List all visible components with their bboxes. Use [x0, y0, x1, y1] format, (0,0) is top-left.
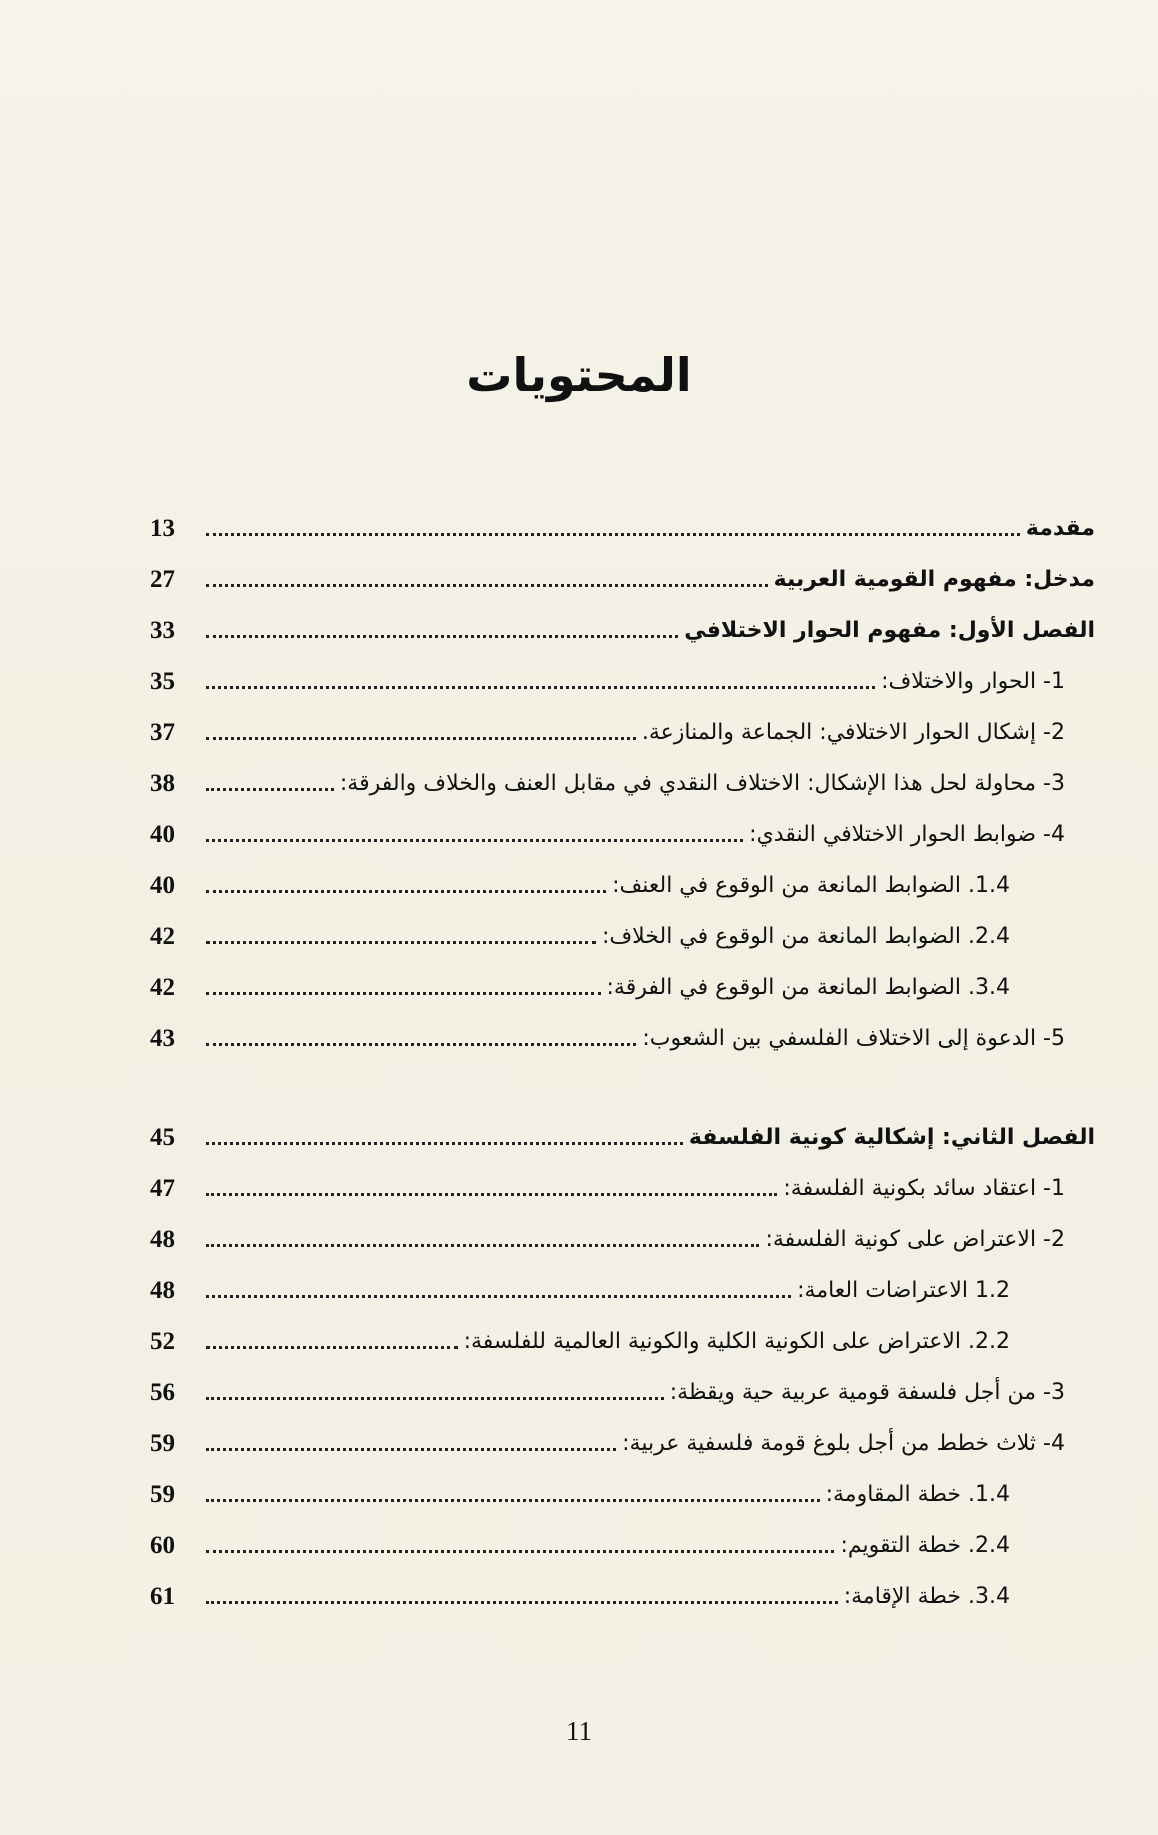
dot-leader [206, 1193, 777, 1196]
page-number-footer: 11 [566, 1716, 592, 1746]
toc-entry-title: مدخل: مفهوم القومية العربية [773, 567, 1095, 592]
toc-entry-title: 3.4. خطة الإقامة: [843, 1584, 1010, 1609]
toc-entry [150, 911, 1095, 962]
toc-entry [150, 707, 1095, 758]
toc-page-number: 47 [150, 1174, 175, 1202]
toc-entry [150, 1214, 1095, 1265]
toc-entry-title: مقدمة [1025, 516, 1095, 541]
toc-entry [150, 962, 1095, 1013]
toc-page-number: 42 [150, 973, 175, 1001]
toc-entry [150, 503, 1095, 554]
toc-page-number: 13 [150, 514, 175, 542]
dot-leader [206, 1346, 458, 1349]
dot-leader [206, 1550, 834, 1553]
toc-entry-title: 5- الدعوة إلى الاختلاف الفلسفي بين الشعوب: [642, 1026, 1065, 1051]
toc-section-2 [150, 1112, 1095, 1622]
toc-entry [150, 605, 1095, 656]
toc-entry-title: 4- ثلاث خطط من أجل بلوغ قومة فلسفية عربية: [622, 1431, 1065, 1456]
dot-leader [206, 1142, 683, 1145]
toc-entry-title: 1.2 الاعتراضات العامة: [797, 1278, 1010, 1303]
toc-section-1 [150, 503, 1095, 1064]
toc-entry-title: 3- محاولة لحل هذا الإشكال: الاختلاف النقدي في مقابل العنف والخلاف والفرقة: [339, 771, 1065, 796]
toc-page-number: 42 [150, 922, 175, 950]
toc-page-number: 38 [150, 769, 175, 797]
dot-leader [206, 992, 601, 995]
toc-entry-title: الفصل الأول: مفهوم الحوار الاختلافي [684, 618, 1095, 643]
toc-page-number: 40 [150, 871, 175, 899]
toc-entry [150, 554, 1095, 605]
toc-entry-title: 2.4. خطة التقويم: [840, 1533, 1010, 1558]
toc-entry-title: 2- إشكال الحوار الاختلافي: الجماعة والمنازعة. [641, 720, 1065, 745]
dot-leader [206, 584, 768, 587]
toc-entry-title: 1.4. خطة المقاومة: [825, 1482, 1010, 1507]
dot-leader [206, 1244, 759, 1247]
toc-entry-title: 2- الاعتراض على كونية الفلسفة: [765, 1227, 1065, 1252]
dot-leader [206, 1397, 664, 1400]
toc-entry-title: 1- اعتقاد سائد بكونية الفلسفة: [783, 1176, 1065, 1201]
toc-page-number: 27 [150, 565, 175, 593]
dot-leader [206, 737, 636, 740]
toc-page-number: 33 [150, 616, 175, 644]
toc-entry [150, 1163, 1095, 1214]
dot-leader [206, 635, 678, 638]
toc-entry [150, 1265, 1095, 1316]
toc-page-number: 48 [150, 1225, 175, 1253]
toc-page-number: 37 [150, 718, 175, 746]
toc-page-number: 59 [150, 1429, 175, 1457]
toc-entry-title: 3- من أجل فلسفة قومية عربية حية ويقظة: [669, 1380, 1065, 1405]
toc-entry-title: 2.4. الضوابط المانعة من الوقوع في الخلاف: [601, 924, 1010, 949]
toc-entry-title: 3.4. الضوابط المانعة من الوقوع في الفرقة: [606, 975, 1010, 1000]
toc-page-number: 61 [150, 1582, 175, 1610]
dot-leader [206, 839, 743, 842]
toc-entry [150, 1013, 1095, 1064]
dot-leader [206, 1295, 791, 1298]
dot-leader [206, 533, 1020, 536]
toc-page-number: 48 [150, 1276, 175, 1304]
toc-page-number: 60 [150, 1531, 175, 1559]
toc-page-number: 45 [150, 1123, 175, 1151]
dot-leader [206, 1499, 820, 1502]
dot-leader [206, 890, 606, 893]
toc-entry [150, 656, 1095, 707]
toc-page-number: 52 [150, 1327, 175, 1355]
toc-entry-title: 1.4. الضوابط المانعة من الوقوع في العنف: [612, 873, 1010, 898]
toc-entry [150, 1316, 1095, 1367]
dot-leader [206, 1448, 616, 1451]
toc-entry [150, 758, 1095, 809]
toc-entry-title: 2.2. الاعتراض على الكونية الكلية والكونية العالمية للفلسفة: [463, 1329, 1010, 1354]
toc-page-number: 40 [150, 820, 175, 848]
toc-page-number: 56 [150, 1378, 175, 1406]
toc-entry [150, 1571, 1095, 1622]
dot-leader [206, 1601, 838, 1604]
toc-entry [150, 1112, 1095, 1163]
dot-leader [206, 686, 875, 689]
toc-entry-title: 4- ضوابط الحوار الاختلافي النقدي: [749, 822, 1065, 847]
toc-entry [150, 1367, 1095, 1418]
toc-entry-title: 1- الحوار والاختلاف: [881, 669, 1065, 694]
page-title: المحتويات [466, 348, 692, 402]
dot-leader [206, 941, 596, 944]
toc-entry [150, 1469, 1095, 1520]
toc-entry [150, 809, 1095, 860]
dot-leader [206, 788, 334, 791]
toc-entry-title: الفصل الثاني: إشكالية كونية الفلسفة [688, 1125, 1095, 1150]
toc-page-number: 35 [150, 667, 175, 695]
toc-entry [150, 860, 1095, 911]
toc-page-number: 43 [150, 1024, 175, 1052]
toc-entry [150, 1520, 1095, 1571]
dot-leader [206, 1043, 636, 1046]
toc-entry [150, 1418, 1095, 1469]
toc-page-number: 59 [150, 1480, 175, 1508]
